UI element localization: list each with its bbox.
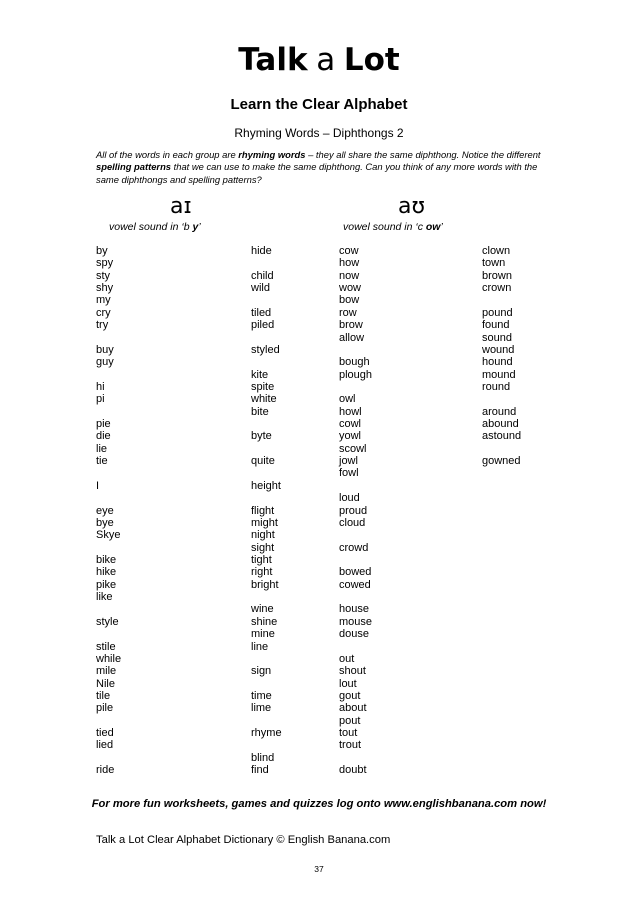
word-item: shine bbox=[251, 615, 278, 628]
spacer-row bbox=[251, 715, 282, 727]
word-item: guy bbox=[96, 356, 114, 369]
word-item: my bbox=[96, 294, 111, 307]
word-item: brown bbox=[482, 269, 512, 282]
word-item: sty bbox=[96, 269, 111, 282]
word-item: child bbox=[251, 269, 274, 282]
word-item: gowned bbox=[482, 455, 521, 468]
word-item: line bbox=[251, 640, 269, 653]
spacer-row bbox=[96, 332, 121, 344]
word-item: pi bbox=[96, 393, 105, 406]
spacer-row bbox=[96, 467, 121, 479]
intro-paragraph bbox=[96, 149, 546, 186]
spacer-row bbox=[96, 492, 121, 504]
word-item: spite bbox=[251, 380, 275, 393]
word-item: mile bbox=[96, 665, 117, 678]
word-item: how bbox=[339, 257, 360, 270]
word-item: blind bbox=[251, 751, 275, 764]
vowel-label-ai-pre: vowel sound in ‘b bbox=[109, 221, 193, 233]
word-item: hide bbox=[251, 245, 272, 257]
word-item: round bbox=[482, 380, 511, 393]
word-item: lime bbox=[251, 702, 272, 715]
word-item: lie bbox=[96, 442, 108, 455]
word-item: by bbox=[96, 245, 108, 257]
word-item: jowl bbox=[339, 455, 358, 468]
spacer-row bbox=[96, 715, 121, 727]
vowel-label-au-post: ’ bbox=[440, 221, 443, 233]
spacer-row bbox=[96, 406, 121, 418]
spacer-row bbox=[251, 678, 282, 690]
word-item: try bbox=[96, 319, 109, 332]
spacer-row bbox=[482, 393, 521, 405]
word-item: found bbox=[482, 319, 510, 332]
spacer-row bbox=[251, 467, 282, 479]
vowel-label-au-bold: ow bbox=[425, 221, 441, 233]
word-item: gout bbox=[339, 689, 361, 702]
vowel-label-ai-post: ’ bbox=[198, 221, 201, 233]
spacer-row bbox=[251, 332, 282, 344]
word-item: abound bbox=[482, 418, 519, 431]
word-item: shout bbox=[339, 665, 366, 678]
word-item: fowl bbox=[339, 467, 359, 480]
word-item: hi bbox=[96, 380, 105, 393]
word-item: pound bbox=[482, 306, 513, 319]
word-item: Nile bbox=[96, 677, 115, 690]
word-item: cloud bbox=[339, 516, 366, 529]
word-item: bye bbox=[96, 516, 114, 529]
word-item: buy bbox=[96, 343, 114, 356]
diphthong-symbol-ai: aɪ bbox=[170, 194, 192, 219]
word-item: mouse bbox=[339, 615, 373, 628]
diphthong-symbol-au: aʊ bbox=[398, 194, 426, 219]
intro-text-2: – they all share the same diphthong. Notice the different bbox=[305, 149, 541, 160]
spacer-row bbox=[96, 752, 121, 764]
word-item: wound bbox=[482, 343, 515, 356]
word-item: row bbox=[339, 306, 357, 319]
spacer-row bbox=[339, 591, 372, 603]
word-item: howl bbox=[339, 405, 362, 418]
page-number: 37 bbox=[314, 864, 324, 874]
spacer-row bbox=[251, 739, 282, 751]
word-item: tile bbox=[96, 689, 111, 702]
word-item: clown bbox=[482, 245, 511, 257]
word-item: doubt bbox=[339, 764, 367, 777]
word-item: tiled bbox=[251, 306, 272, 319]
word-item: flight bbox=[251, 504, 275, 517]
spacer-row bbox=[96, 603, 121, 615]
spacer-row bbox=[339, 554, 372, 566]
word-item: die bbox=[96, 430, 111, 443]
word-item: like bbox=[96, 591, 113, 604]
word-item: time bbox=[251, 689, 272, 702]
word-item: I bbox=[96, 479, 100, 492]
spacer-row bbox=[251, 257, 282, 269]
word-item: hound bbox=[482, 356, 513, 369]
word-item: town bbox=[482, 257, 506, 270]
word-item: about bbox=[339, 702, 367, 715]
word-item: find bbox=[251, 764, 269, 777]
word-item: lied bbox=[96, 739, 114, 752]
word-item: rhyme bbox=[251, 727, 282, 740]
word-item: might bbox=[251, 516, 278, 529]
word-item: tied bbox=[96, 727, 114, 740]
word-item: pile bbox=[96, 702, 114, 715]
word-item: shy bbox=[96, 282, 114, 295]
spacer-row bbox=[251, 443, 282, 455]
intro-bold-spelling-patterns: spelling patterns bbox=[96, 161, 172, 173]
word-item: height bbox=[251, 479, 281, 492]
section-heading: Rhyming Words – Diphthongs 2 bbox=[234, 126, 404, 140]
word-item: wild bbox=[251, 282, 270, 295]
word-item: tie bbox=[96, 455, 108, 468]
word-item: pike bbox=[96, 578, 117, 591]
word-item: hike bbox=[96, 566, 117, 579]
word-item: crowd bbox=[339, 541, 369, 554]
spacer-row bbox=[251, 492, 282, 504]
word-item: tout bbox=[339, 727, 358, 740]
word-item: now bbox=[339, 269, 360, 282]
title-word-a: a bbox=[316, 42, 336, 78]
word-item: scowl bbox=[339, 442, 367, 455]
word-item: trout bbox=[339, 739, 362, 752]
page-subtitle: Learn the Clear Alphabet bbox=[230, 96, 408, 113]
title-word-talk: Talk bbox=[238, 42, 308, 78]
footer-credit: Talk a Lot Clear Alphabet Dictionary © English Banana.com bbox=[96, 834, 391, 846]
word-item: styled bbox=[251, 343, 280, 356]
word-item: ride bbox=[96, 764, 115, 777]
word-item: allow bbox=[339, 331, 365, 344]
word-item: piled bbox=[251, 319, 275, 332]
word-item: astound bbox=[482, 430, 522, 443]
spacer-row bbox=[251, 294, 282, 306]
word-item: wine bbox=[251, 603, 274, 616]
word-item: crown bbox=[482, 282, 512, 295]
word-item: cowed bbox=[339, 578, 371, 591]
promo-line: For more fun worksheets, games and quizzes log onto www.englishbanana.com now! bbox=[91, 798, 547, 810]
title-word-lot: Lot bbox=[343, 42, 400, 78]
word-item: while bbox=[96, 652, 122, 665]
word-item: eye bbox=[96, 504, 114, 517]
spacer-row bbox=[339, 381, 372, 393]
spacer-row bbox=[339, 752, 372, 764]
word-item: cow bbox=[339, 245, 359, 257]
word-item: house bbox=[339, 603, 369, 616]
word-item: style bbox=[96, 615, 119, 628]
word-item: plough bbox=[339, 368, 373, 381]
spacer-row bbox=[251, 591, 282, 603]
word-item: around bbox=[482, 405, 517, 418]
spacer-row bbox=[251, 418, 282, 430]
word-item: night bbox=[251, 529, 275, 542]
word-item: pie bbox=[96, 418, 111, 431]
vowel-label-ai bbox=[109, 221, 201, 233]
word-item: bow bbox=[339, 294, 360, 307]
spacer-row bbox=[482, 294, 521, 306]
word-column-au-2 bbox=[482, 245, 521, 467]
spacer-row bbox=[339, 480, 372, 492]
word-item: Skye bbox=[96, 529, 121, 542]
vowel-label-au-pre: vowel sound in ‘c bbox=[343, 221, 426, 233]
word-item: bike bbox=[96, 553, 117, 566]
word-item: spy bbox=[96, 257, 114, 270]
intro-bold-rhyming-words: rhyming words bbox=[238, 149, 306, 160]
word-column-ai-1 bbox=[96, 245, 121, 776]
word-item: brow bbox=[339, 319, 363, 332]
word-item: cry bbox=[96, 306, 111, 319]
vowel-label-ai-bold: y bbox=[192, 221, 199, 233]
spacer-row bbox=[339, 344, 372, 356]
word-item: kite bbox=[251, 368, 269, 381]
word-item: douse bbox=[339, 628, 369, 641]
word-item: bowed bbox=[339, 566, 372, 579]
vowel-label-au bbox=[343, 221, 443, 233]
word-item: quite bbox=[251, 455, 275, 468]
spacer-row bbox=[96, 542, 121, 554]
word-item: proud bbox=[339, 504, 368, 517]
word-item: owl bbox=[339, 393, 356, 406]
spacer-row bbox=[251, 653, 282, 665]
word-item: pout bbox=[339, 714, 361, 727]
word-item: right bbox=[251, 566, 273, 579]
word-item: lout bbox=[339, 677, 357, 690]
word-item: tight bbox=[251, 553, 272, 566]
word-item: white bbox=[251, 393, 277, 406]
word-item: mine bbox=[251, 628, 275, 641]
spacer-row bbox=[96, 628, 121, 640]
word-item: bough bbox=[339, 356, 370, 369]
word-item: bright bbox=[251, 578, 279, 591]
word-item: sound bbox=[482, 331, 512, 344]
spacer-row bbox=[482, 443, 521, 455]
word-item: stile bbox=[96, 640, 116, 653]
spacer-row bbox=[96, 369, 121, 381]
word-item: sight bbox=[251, 541, 275, 554]
spacer-row bbox=[339, 529, 372, 541]
word-item: wow bbox=[339, 282, 362, 295]
spacer-row bbox=[251, 356, 282, 368]
word-column-ai-2 bbox=[251, 245, 282, 776]
word-item: cowl bbox=[339, 418, 362, 431]
word-item: mound bbox=[482, 368, 516, 381]
page-title bbox=[0, 42, 638, 78]
word-item: loud bbox=[339, 492, 360, 505]
word-item: bite bbox=[251, 405, 269, 418]
word-item: yowl bbox=[339, 430, 362, 443]
word-item: byte bbox=[251, 430, 272, 443]
intro-text-1: All of the words in each group are bbox=[96, 149, 239, 160]
word-item: out bbox=[339, 652, 355, 665]
word-column-au-1 bbox=[339, 245, 372, 776]
spacer-row bbox=[339, 641, 372, 653]
word-item: sign bbox=[251, 665, 272, 678]
intro-text-3: that we can use to make the same diphthong. Can you think of any more words with the same diphthongs and spelling patterns? bbox=[96, 161, 538, 185]
